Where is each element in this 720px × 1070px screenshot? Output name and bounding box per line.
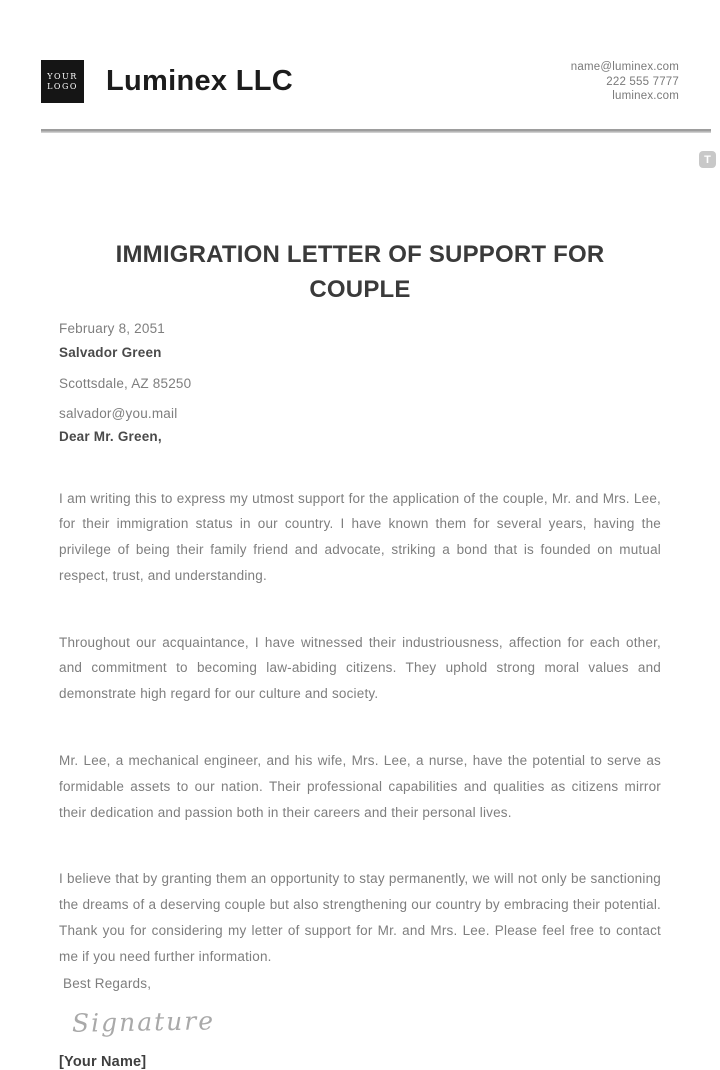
letter-date: February 8, 2051	[59, 320, 661, 337]
company-name: Luminex LLC	[106, 65, 293, 98]
header-divider	[41, 129, 711, 133]
body-paragraph-1: I am writing this to express my utmost support for the application of the couple, Mr. and Mrs. Lee, for their immigration status in our country. I have known them for several years, having the privilege of being their family friend and advocate, striking a bond that is founded on mutual respect, trust, and understanding.	[59, 486, 661, 589]
recipient-email: salvador@you.mail	[59, 405, 661, 422]
logo-text-line2: LOGO	[47, 82, 78, 92]
company-logo	[41, 60, 84, 103]
template-brand-widget-button[interactable]	[699, 151, 716, 168]
contact-website: luminex.com	[571, 89, 679, 104]
contact-email: name@luminex.com	[571, 60, 679, 75]
contact-phone: 222 555 7777	[571, 75, 679, 90]
signature-script: Signature	[59, 1007, 216, 1039]
letter-title: IMMIGRATION LETTER OF SUPPORT FOR COUPLE	[59, 237, 661, 307]
salutation: Dear Mr. Green,	[59, 428, 661, 445]
body-paragraph-2: Throughout our acquaintance, I have witnessed their industriousness, affection for each other, and commitment to becoming law-abiding citizens. They uphold strong moral values and demonstrate high regard for our culture and society.	[59, 630, 661, 707]
body-paragraph-4: I believe that by granting them an opportunity to stay permanently, we will not only be sanctioning the dreams of a deserving couple but also strengthening our country by embracing their potential. Thank you for considering my letter of support for Mr. and Mrs. Lee. Please feel free to contact me if you need further information.	[59, 866, 661, 969]
letter-body	[0, 237, 720, 1070]
closing-line: Best Regards,	[59, 971, 661, 997]
sender-name: [Your Name]	[59, 1054, 661, 1070]
contact-info	[571, 60, 679, 104]
recipient-name: Salvador Green	[59, 344, 661, 361]
recipient-address: Scottsdale, AZ 85250	[59, 375, 661, 392]
logo-text-line1: YOUR	[47, 72, 78, 82]
template-brand-icon: T	[704, 154, 711, 166]
letterhead	[0, 0, 720, 104]
body-paragraph-3: Mr. Lee, a mechanical engineer, and his wife, Mrs. Lee, a nurse, have the potential to serve as formidable assets to our nation. Their professional capabilities and qualities as citizens mirror their dedication and passion both in their careers and their personal lives.	[59, 748, 661, 825]
